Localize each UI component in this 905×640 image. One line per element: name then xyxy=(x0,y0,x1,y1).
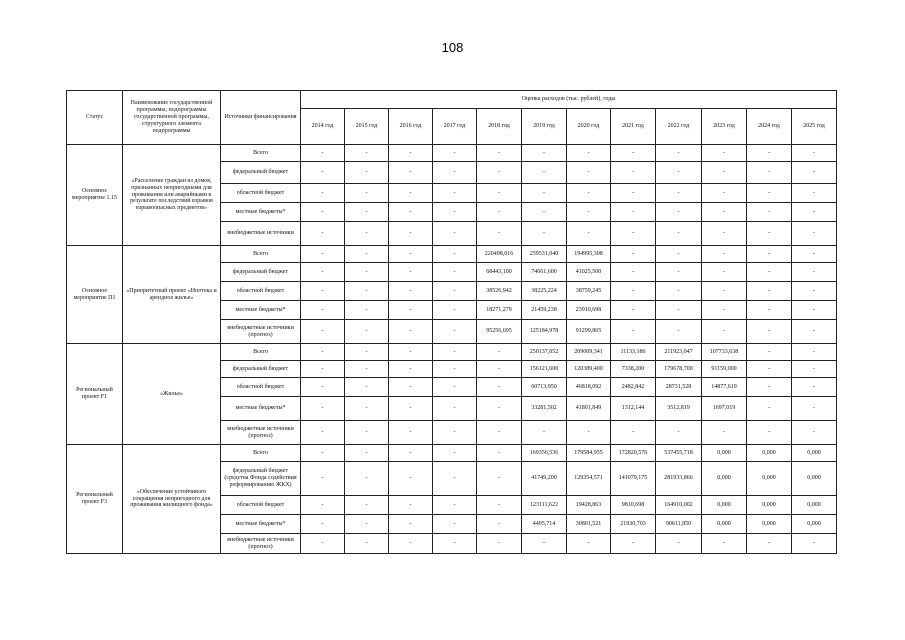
value-cell: - xyxy=(792,282,837,301)
value-cell: - xyxy=(611,282,656,301)
funding-source-cell: местные бюджеты* xyxy=(221,203,301,222)
value-cell: - xyxy=(433,344,477,361)
section-status: Региональный проект F1 xyxy=(67,344,123,445)
value-cell: - xyxy=(345,263,389,282)
value-cell: 19428,863 xyxy=(567,496,611,515)
value-cell: - xyxy=(389,222,433,246)
value-cell: 21459,238 xyxy=(522,301,567,320)
value-cell: - xyxy=(702,421,747,445)
value-cell: - xyxy=(747,222,792,246)
value-cell: - xyxy=(345,421,389,445)
header-year: 2020 год xyxy=(567,109,611,145)
value-cell: 537455,718 xyxy=(656,445,702,462)
value-cell: 23910,698 xyxy=(567,301,611,320)
value-cell: 0,000 xyxy=(702,496,747,515)
value-cell: - xyxy=(567,421,611,445)
header-year: 2014 год xyxy=(301,109,345,145)
header-year: 2021 год xyxy=(611,109,656,145)
value-cell: - xyxy=(433,320,477,344)
header-year: 2023 год xyxy=(702,109,747,145)
value-cell: - xyxy=(433,145,477,162)
value-cell: - xyxy=(702,534,747,554)
value-cell: - xyxy=(389,397,433,421)
funding-source-cell: местные бюджеты* xyxy=(221,515,301,534)
value-cell: 259531,040 xyxy=(522,246,567,263)
value-cell: - xyxy=(522,222,567,246)
value-cell: - xyxy=(477,203,522,222)
value-cell: - xyxy=(433,361,477,378)
value-cell: 38225,224 xyxy=(522,282,567,301)
value-cell: - xyxy=(522,534,567,554)
value-cell: 164910,002 xyxy=(656,496,702,515)
funding-source-cell: областной бюджет xyxy=(221,378,301,397)
value-cell: - xyxy=(656,162,702,184)
value-cell: - xyxy=(747,361,792,378)
section-name: «Обеспечение устойчивого сокращения непригодного для проживания жилищного фонда» xyxy=(123,445,221,554)
header-funding-source: Источники финансирования xyxy=(221,91,301,145)
value-cell: 91159,000 xyxy=(702,361,747,378)
value-cell: - xyxy=(301,263,345,282)
value-cell: - xyxy=(301,445,345,462)
value-cell: - xyxy=(433,222,477,246)
value-cell: - xyxy=(345,445,389,462)
value-cell: 21930,703 xyxy=(611,515,656,534)
value-cell: - xyxy=(656,222,702,246)
value-cell: 28731,528 xyxy=(656,378,702,397)
value-cell: 7338,200 xyxy=(611,361,656,378)
value-cell: - xyxy=(301,222,345,246)
value-cell: - xyxy=(389,496,433,515)
value-cell: - xyxy=(345,534,389,554)
value-cell: 41801,849 xyxy=(567,397,611,421)
section-status: Основное мероприятие П1 xyxy=(67,246,123,344)
value-cell: - xyxy=(345,184,389,203)
value-cell: 0,000 xyxy=(792,462,837,496)
value-cell: 120389,400 xyxy=(567,361,611,378)
value-cell: - xyxy=(433,421,477,445)
value-cell: - xyxy=(702,203,747,222)
value-cell: - xyxy=(433,282,477,301)
section-name: «Приоритетный проект «Ипотека и арендное жилье» xyxy=(123,246,221,344)
value-cell: - xyxy=(656,534,702,554)
value-cell: - xyxy=(702,263,747,282)
value-cell: - xyxy=(656,263,702,282)
value-cell: 74661,600 xyxy=(522,263,567,282)
value-cell: - xyxy=(345,301,389,320)
value-cell: - xyxy=(345,246,389,263)
value-cell: - xyxy=(656,421,702,445)
value-cell: 11133,186 xyxy=(611,344,656,361)
value-cell: - xyxy=(611,534,656,554)
value-cell: - xyxy=(345,162,389,184)
value-cell: - xyxy=(747,421,792,445)
funding-source-cell: федеральный бюджет (средства Фонда содействия реформированию ЖКХ) xyxy=(221,462,301,496)
value-cell: 0,000 xyxy=(747,496,792,515)
value-cell: - xyxy=(792,222,837,246)
value-cell: 220498,016 xyxy=(477,246,522,263)
header-year: 2025 год xyxy=(792,109,837,145)
value-cell: - xyxy=(567,184,611,203)
value-cell: - xyxy=(656,145,702,162)
value-cell: - xyxy=(433,246,477,263)
value-cell: - xyxy=(656,301,702,320)
value-cell: - xyxy=(389,462,433,496)
value-cell: - xyxy=(792,203,837,222)
value-cell: - xyxy=(611,301,656,320)
funding-source-cell: внебюджетные источники xyxy=(221,222,301,246)
value-cell: 46818,092 xyxy=(567,378,611,397)
header-year: 2017 год xyxy=(433,109,477,145)
value-cell: 194995,308 xyxy=(567,246,611,263)
value-cell: - xyxy=(747,246,792,263)
value-cell: - xyxy=(656,320,702,344)
value-cell: 179584,955 xyxy=(567,445,611,462)
value-cell: - xyxy=(477,515,522,534)
value-cell: - xyxy=(792,162,837,184)
value-cell: - xyxy=(389,203,433,222)
value-cell: 14877,619 xyxy=(702,378,747,397)
value-cell: - xyxy=(702,184,747,203)
value-cell: - xyxy=(792,145,837,162)
value-cell: - xyxy=(567,534,611,554)
value-cell: - xyxy=(611,246,656,263)
value-cell: - xyxy=(611,203,656,222)
funding-source-cell: внебюджетные источники (прогноз) xyxy=(221,534,301,554)
value-cell: - xyxy=(433,203,477,222)
funding-source-cell: областной бюджет xyxy=(221,282,301,301)
value-cell: - xyxy=(389,282,433,301)
value-cell: 123111,622 xyxy=(522,496,567,515)
value-cell: - xyxy=(747,145,792,162)
value-cell: 0,000 xyxy=(747,462,792,496)
value-cell: - xyxy=(301,462,345,496)
value-cell: - xyxy=(389,320,433,344)
value-cell: - xyxy=(345,462,389,496)
value-cell: - xyxy=(389,534,433,554)
value-cell: - xyxy=(301,344,345,361)
value-cell: 141079,175 xyxy=(611,462,656,496)
value-cell: 0,000 xyxy=(792,445,837,462)
table-row xyxy=(67,344,837,361)
value-cell: - xyxy=(792,361,837,378)
value-cell: - xyxy=(477,378,522,397)
value-cell: - xyxy=(433,496,477,515)
value-cell: 38759,245 xyxy=(567,282,611,301)
value-cell: - xyxy=(792,421,837,445)
value-cell: 107733,638 xyxy=(702,344,747,361)
value-cell: 0,000 xyxy=(747,515,792,534)
funding-source-cell: федеральный бюджет xyxy=(221,361,301,378)
value-cell: - xyxy=(611,263,656,282)
value-cell: - xyxy=(433,515,477,534)
header-year: 2018 год xyxy=(477,109,522,145)
value-cell: - xyxy=(477,344,522,361)
value-cell: - xyxy=(433,445,477,462)
value-cell: - xyxy=(301,145,345,162)
page-number: 108 xyxy=(441,40,464,55)
value-cell: - xyxy=(301,421,345,445)
header-status: Статус xyxy=(67,91,123,145)
value-cell: 211923,047 xyxy=(656,344,702,361)
value-cell: - xyxy=(702,145,747,162)
funding-source-cell: внебюджетные источники (прогноз) xyxy=(221,320,301,344)
value-cell: - xyxy=(702,320,747,344)
section-name: «Жилье» xyxy=(123,344,221,445)
value-cell: - xyxy=(747,320,792,344)
value-cell: 60713,950 xyxy=(522,378,567,397)
value-cell: 68443,100 xyxy=(477,263,522,282)
value-cell: - xyxy=(477,222,522,246)
header-estimate: Оценка расходов (тыс. рублей), годы xyxy=(301,91,837,109)
value-cell: - xyxy=(567,203,611,222)
value-cell: - xyxy=(301,203,345,222)
header-year: 2022 год xyxy=(656,109,702,145)
value-cell: - xyxy=(301,282,345,301)
value-cell: - xyxy=(567,162,611,184)
value-cell: - xyxy=(301,515,345,534)
value-cell: - xyxy=(747,534,792,554)
value-cell: - xyxy=(747,263,792,282)
funding-source-cell: местные бюджеты* xyxy=(221,397,301,421)
value-cell: - xyxy=(611,320,656,344)
funding-source-cell: федеральный бюджет xyxy=(221,263,301,282)
value-cell: - xyxy=(477,361,522,378)
value-cell: 0,000 xyxy=(702,445,747,462)
value-cell: - xyxy=(477,445,522,462)
value-cell: - xyxy=(301,397,345,421)
value-cell: 0,000 xyxy=(792,496,837,515)
value-cell: - xyxy=(477,162,522,184)
budget-table xyxy=(66,90,837,554)
funding-source-cell: местные бюджеты* xyxy=(221,301,301,320)
value-cell: - xyxy=(301,496,345,515)
table-row xyxy=(67,445,837,462)
value-cell: - xyxy=(345,320,389,344)
header-year: 2015 год xyxy=(345,109,389,145)
value-cell: - xyxy=(747,397,792,421)
value-cell: - xyxy=(433,301,477,320)
value-cell: 90611,850 xyxy=(656,515,702,534)
value-cell: - xyxy=(522,184,567,203)
funding-source-cell: Всего xyxy=(221,445,301,462)
value-cell: 0,000 xyxy=(702,462,747,496)
value-cell: - xyxy=(477,534,522,554)
value-cell: - xyxy=(792,184,837,203)
value-cell: - xyxy=(301,534,345,554)
value-cell: - xyxy=(301,162,345,184)
value-cell: - xyxy=(611,145,656,162)
value-cell: - xyxy=(656,203,702,222)
funding-source-cell: Всего xyxy=(221,246,301,263)
value-cell: - xyxy=(656,282,702,301)
value-cell: - xyxy=(747,184,792,203)
value-cell: - xyxy=(389,246,433,263)
value-cell: 95256,695 xyxy=(477,320,522,344)
value-cell: - xyxy=(702,282,747,301)
value-cell: 0,000 xyxy=(702,515,747,534)
value-cell: - xyxy=(345,344,389,361)
header-program-name: Наименование государственной программы, подпрограммы государственной программы, структурного элемента подпрограммы xyxy=(123,91,221,145)
value-cell: - xyxy=(345,397,389,421)
value-cell: - xyxy=(792,344,837,361)
value-cell: 3512,819 xyxy=(656,397,702,421)
value-cell: - xyxy=(433,184,477,203)
value-cell: - xyxy=(567,145,611,162)
value-cell: - xyxy=(389,344,433,361)
value-cell: 33281,502 xyxy=(522,397,567,421)
funding-source-cell: областной бюджет xyxy=(221,184,301,203)
value-cell: - xyxy=(792,397,837,421)
value-cell: - xyxy=(433,397,477,421)
value-cell: - xyxy=(792,301,837,320)
value-cell: - xyxy=(747,378,792,397)
value-cell: - xyxy=(792,246,837,263)
value-cell: 18271,279 xyxy=(477,301,522,320)
funding-source-cell: Всего xyxy=(221,145,301,162)
funding-source-cell: Всего xyxy=(221,344,301,361)
value-cell: - xyxy=(477,184,522,203)
value-cell: - xyxy=(433,162,477,184)
value-cell: - xyxy=(747,282,792,301)
value-cell: - xyxy=(433,462,477,496)
value-cell: - xyxy=(345,203,389,222)
value-cell: 0,000 xyxy=(792,515,837,534)
value-cell: - xyxy=(389,184,433,203)
value-cell: - xyxy=(301,246,345,263)
value-cell: - xyxy=(345,515,389,534)
value-cell: - xyxy=(389,145,433,162)
header-year: 2024 год xyxy=(747,109,792,145)
value-cell: - xyxy=(747,344,792,361)
value-cell: - xyxy=(345,496,389,515)
value-cell: - xyxy=(477,462,522,496)
value-cell: - xyxy=(656,184,702,203)
value-cell: - xyxy=(301,184,345,203)
value-cell: - xyxy=(345,361,389,378)
value-cell: - xyxy=(522,145,567,162)
value-cell: - xyxy=(345,282,389,301)
value-cell: - xyxy=(345,145,389,162)
value-cell: - xyxy=(522,203,567,222)
value-cell: - xyxy=(792,263,837,282)
value-cell: - xyxy=(747,301,792,320)
value-cell: - xyxy=(702,222,747,246)
value-cell: 169356,536 xyxy=(522,445,567,462)
value-cell: 91299,865 xyxy=(567,320,611,344)
value-cell: - xyxy=(656,246,702,263)
value-cell: - xyxy=(702,301,747,320)
value-cell: - xyxy=(611,421,656,445)
funding-source-cell: областной бюджет xyxy=(221,496,301,515)
value-cell: 0,000 xyxy=(747,445,792,462)
value-cell: - xyxy=(792,378,837,397)
value-cell: 125184,978 xyxy=(522,320,567,344)
header-year: 2019 год xyxy=(522,109,567,145)
value-cell: - xyxy=(611,184,656,203)
value-cell: - xyxy=(301,301,345,320)
value-cell: - xyxy=(389,378,433,397)
value-cell: - xyxy=(345,378,389,397)
value-cell: 179678,700 xyxy=(656,361,702,378)
value-cell: - xyxy=(611,162,656,184)
value-cell: 41025,500 xyxy=(567,263,611,282)
value-cell: - xyxy=(477,421,522,445)
value-cell: - xyxy=(792,320,837,344)
table-row xyxy=(67,246,837,263)
value-cell: - xyxy=(389,361,433,378)
value-cell: - xyxy=(522,162,567,184)
value-cell: 129354,571 xyxy=(567,462,611,496)
value-cell: - xyxy=(433,378,477,397)
value-cell: - xyxy=(389,445,433,462)
funding-source-cell: внебюджетные источники (прогноз) xyxy=(221,421,301,445)
value-cell: - xyxy=(389,301,433,320)
value-cell: - xyxy=(477,145,522,162)
value-cell: 172820,576 xyxy=(611,445,656,462)
value-cell: - xyxy=(477,397,522,421)
value-cell: - xyxy=(389,162,433,184)
value-cell: - xyxy=(389,421,433,445)
section-status: Региональный проект F3 xyxy=(67,445,123,554)
value-cell: - xyxy=(747,162,792,184)
value-cell: - xyxy=(522,421,567,445)
value-cell: 209009,341 xyxy=(567,344,611,361)
value-cell: - xyxy=(389,515,433,534)
table-row xyxy=(67,145,837,162)
value-cell: - xyxy=(792,534,837,554)
header-year: 2016 год xyxy=(389,109,433,145)
value-cell: 38526,942 xyxy=(477,282,522,301)
value-cell: - xyxy=(567,222,611,246)
section-status: Основное мероприятие 1.15 xyxy=(67,145,123,246)
value-cell: - xyxy=(389,263,433,282)
value-cell: - xyxy=(747,203,792,222)
funding-source-cell: федеральный бюджет xyxy=(221,162,301,184)
value-cell: 2482,842 xyxy=(611,378,656,397)
value-cell: - xyxy=(301,378,345,397)
value-cell: - xyxy=(345,222,389,246)
value-cell: - xyxy=(301,361,345,378)
value-cell: - xyxy=(702,162,747,184)
value-cell: 9810,698 xyxy=(611,496,656,515)
value-cell: 30801,521 xyxy=(567,515,611,534)
value-cell: - xyxy=(702,246,747,263)
value-cell: 281933,866 xyxy=(656,462,702,496)
section-name: «Расселение граждан из домов, признанных непригодными для проживания или аварийными в результате последствий взрывов взрывоопасных предметов» xyxy=(123,145,221,246)
value-cell: - xyxy=(433,534,477,554)
value-cell: 41749,200 xyxy=(522,462,567,496)
value-cell: - xyxy=(433,263,477,282)
value-cell: - xyxy=(477,496,522,515)
value-cell: 156121,600 xyxy=(522,361,567,378)
value-cell: 4495,714 xyxy=(522,515,567,534)
value-cell: 1697,019 xyxy=(702,397,747,421)
value-cell: - xyxy=(611,222,656,246)
value-cell: - xyxy=(301,320,345,344)
value-cell: 250137,052 xyxy=(522,344,567,361)
value-cell: 1312,144 xyxy=(611,397,656,421)
